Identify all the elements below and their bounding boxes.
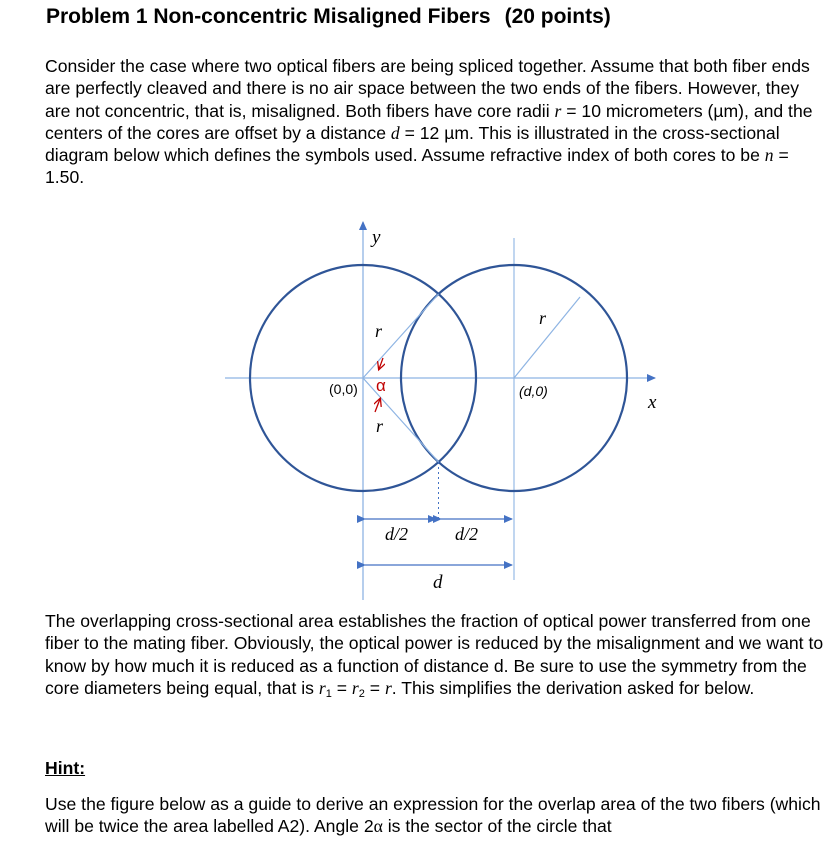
- overlap-text-4: . This simplifies the derivation asked for below.: [391, 677, 755, 698]
- problem-points: (20 points): [504, 5, 611, 28]
- hint-paragraph: [45, 793, 825, 838]
- overlap-text-2: =: [331, 677, 352, 698]
- intro-text-3: = 12 µm. This is illustrated in the cross-sectional diagram below which defines the symbols used. Assume refractive index of both cores to be: [45, 122, 780, 166]
- hint-text-1: Use the figure below as a guide to derive an expression for the overlap area of the two fibers (which will be twice the area labelled A2). Angle 2: [45, 794, 821, 837]
- hint-text-2: is the sector of the circle that: [382, 816, 612, 837]
- intro-paragraph: [45, 55, 825, 189]
- intro-text-4: = 1.50.: [45, 145, 789, 188]
- r1-symbol: r: [318, 677, 326, 698]
- alpha-arrow-lower: [375, 399, 380, 412]
- half-d-label-left: d/2: [385, 524, 409, 544]
- hint-alpha-symbol: α: [373, 816, 383, 837]
- center2-label: (d,0): [519, 383, 548, 399]
- r2-subscript: 2: [358, 687, 365, 700]
- half-d-label-right: d/2: [455, 524, 479, 544]
- origin-label: (0,0): [329, 381, 358, 397]
- alpha-label: α: [376, 376, 386, 395]
- intro-n-symbol: n: [764, 145, 774, 166]
- intro-text-1: Consider the case where two optical fibers are being spliced together. Assume that both fiber ends are perfectly cleaved and there is no air space between the two ends of the fibers. However, they are not concentric, that is, misaligned. Both fibers have core radii: [45, 56, 810, 121]
- overlap-text-3: =: [364, 677, 385, 698]
- problem-title-text: Problem 1 Non-concentric Misaligned Fibers: [46, 5, 491, 28]
- x-axis-label: x: [648, 392, 657, 413]
- d-label: d: [433, 572, 443, 593]
- overlap-text-1: The overlapping cross-sectional area establishes the fraction of optical power transferred from one fiber to the mating fiber. Obviously, the optical power is reduced by the misalignment and we want to know by how much it is reduced as a function of distance d. Be sure to use the symmetry from the core diameters being equal, that is: [45, 611, 824, 698]
- r1-subscript: 1: [325, 687, 332, 700]
- intro-r-symbol: r: [554, 100, 562, 121]
- r-symbol: r: [384, 677, 392, 698]
- hint-heading: Hint:: [45, 758, 86, 778]
- radius-circle-2: [514, 297, 580, 378]
- problem-title: [46, 4, 611, 30]
- radius-label-lower: r: [376, 416, 384, 436]
- intro-d-symbol: d: [390, 122, 400, 143]
- radius-label-upper: r: [375, 321, 383, 341]
- radius-label-circle2: r: [539, 308, 547, 328]
- overlap-paragraph: [45, 610, 825, 699]
- y-axis-label: y: [372, 227, 381, 248]
- r2-symbol: r: [351, 677, 359, 698]
- fiber-cross-section-diagram: [0, 210, 838, 600]
- intro-text-2: = 10 micrometers (µm), and the centers of the cores are offset by a distance: [45, 100, 813, 143]
